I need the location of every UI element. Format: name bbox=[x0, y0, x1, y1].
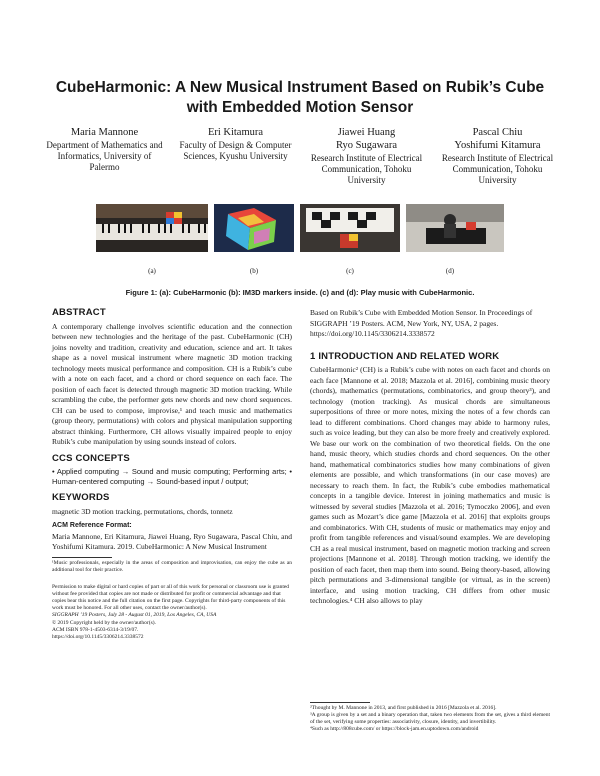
figure-photo-d bbox=[406, 204, 504, 252]
footnote-rule bbox=[52, 557, 112, 558]
figure-photo-c bbox=[300, 204, 400, 252]
author-block bbox=[42, 127, 560, 186]
reference-format-text: Maria Mannone, Eri Kitamura, Jiawei Huang, Ryo Sugawara, Pascal Chiu, and Yoshifumi Kitamura. 2019. CubeHarmonic: A New Musical Instrument bbox=[52, 531, 292, 551]
venue-line: SIGGRAPH ’19 Posters, July 28 - August 01, 2019, Los Angeles, CA, USA bbox=[52, 612, 217, 619]
figure-caption: Figure 1: (a): CubeHarmonic (b): IM3D markers inside. (c) and (d): Play music with CubeHarmonic. bbox=[125, 288, 475, 297]
intro-heading: 1 INTRODUCTION AND RELATED WORK bbox=[310, 350, 500, 362]
ccs-heading: CCS CONCEPTS bbox=[52, 452, 130, 464]
footnote-2: ²Thought by M. Mannone in 2013, and first published in 2016 [Mazzola et al. 2016]. bbox=[310, 705, 497, 711]
doi-line: https://doi.org/10.1145/3306214.3338572 bbox=[52, 633, 144, 640]
author-name: Jiawei Huang bbox=[337, 127, 396, 138]
footnote-3: ³A group is given by a set and a binary operation that, taken two elements from the set, gives a third element of the set, verifying some properties: associativity, closure, identity, and invertibility. bbox=[310, 712, 550, 725]
keywords-heading: KEYWORDS bbox=[52, 492, 110, 503]
subfigure-label: (c) bbox=[346, 267, 354, 275]
author-name: Pascal Chiu bbox=[472, 127, 523, 138]
footnote-rule bbox=[310, 702, 370, 703]
subfigure-label: (d) bbox=[445, 267, 455, 275]
author-name: Ryo Sugawara bbox=[335, 140, 398, 151]
right-column bbox=[310, 308, 550, 748]
subfigure-label: (a) bbox=[148, 267, 156, 275]
author-affiliation: Research Institute of Electrical Communication, Tohoku University bbox=[441, 153, 554, 185]
permission-block bbox=[52, 584, 292, 642]
author-name: Eri Kitamura bbox=[207, 127, 264, 138]
isbn-line: ACM ISBN 978-1-4503-6314-3/19/07. bbox=[52, 626, 139, 633]
footnote-4: ⁴Such as http://808cube.com/ or https://block-jam.en.uptodown.com/android bbox=[310, 726, 479, 732]
right-footnotes bbox=[310, 698, 550, 733]
author-4 bbox=[435, 127, 560, 186]
footnote-1: ¹Music professionals, especially in the areas of composition and improvisation, can enjoy the cube as an additional tool for their practice. bbox=[52, 559, 292, 573]
reference-continuation: Based on Rubik’s Cube with Embedded Motion Sensor. In Proceedings of SIGGRAPH ’19 Posters. ACM, New York, NY, USA, 2 pages. https://doi.org/10.1145/3306214.3338572 bbox=[310, 308, 533, 338]
author-affiliation: Department of Mathematics and Informatics, University of Palermo bbox=[46, 140, 163, 172]
abstract-heading: ABSTRACT bbox=[52, 307, 106, 318]
paper-title: CubeHarmonic: A New Musical Instrument Based on Rubik’s Cube with Embedded Motion Sensor bbox=[55, 79, 545, 116]
abstract-text: A contemporary challenge involves scientific education and the connection between new technologies and the heritage of the past. CubeHarmonic (CH) joins novelty and tradition, creativity and education, science and art. It takes shape as a novel musical instrument where magnetic 3D motion tracking technology meets musical performance and composition. CH is a Rubik’s cube with a note on each facet, and a chord or chord sequence on each face. The position of each facet is detected through magnetic 3D motion tracking. While scrambling the cube, the performer gets new chords and new chord sequences. CH can be used to compose, improvise,¹ and teach music and mathematics (group theory, permutations) with colors and physical manipulation supporting abstract thinking. Furthermore, CH allows visually impaired people to enjoy Rubik’s cube manipulation by using sounds instead of colors. bbox=[52, 321, 292, 446]
intro-text: CubeHarmonic² (CH) is a Rubik’s cube with notes on each facet and chords on each face [Mannone et al. 2018; Mazzola et al. 2016], combining music theory (chords), mathematics (permutations, combinatorics, and group theory³), and technology (motion tracking). As musical chords are simultaneous superpositions of three or more notes, mixing the notes of a few chords can lead to different combinations. Chord changes may abide to harmony rules, such as voice leading, but they can also be more freely and creatively explored. We base our work on the combination of two theoretical fields. On the one hand, music theory, which studies chords and chord sequences. On the other hand, mathematical combinatorics studies how many combinations of given elements are possible, and which transformations (in our case moves) are necessary to reach them. In fact, the Rubik’s cube embodies mathematical concepts in a tangible device. Interest in joining mathematics and music is witnessed by several studies [Mazzola et al. 2016; Tymoczko 2006], and even games such as Mozart’s dice game [Mazzola et al. 2016] that exploits groups and combinatorics. With CH, students of music or mathematics may enjoy and profit from tangible references and visual/sound examples. We are developing CH as a real musical instrument, based on magnetic motion tracking and screen projections [Mannone et al. 2018]. Through motion tracking, we identify the position of each facet, then map them into sound. Being theory-based, allowing pitch permutations and 3-dimensional tangible (or virtual, as in the screen) interface, and using motion tracking, CH differs from other music technologies.⁴ CH also allows to play bbox=[310, 365, 550, 605]
author-affiliation: Faculty of Design & Computer Sciences, Kyushu University bbox=[179, 140, 292, 161]
ccs-text: • Applied computing → Sound and music computing; Performing arts; • Human-centered computing → Sound-based input / output; bbox=[52, 467, 292, 486]
left-column bbox=[52, 308, 292, 641]
figure-photo-a bbox=[96, 204, 208, 252]
author-name: Yoshifumi Kitamura bbox=[454, 140, 541, 151]
subfigure-label: (b) bbox=[249, 267, 259, 275]
author-name: Maria Mannone bbox=[70, 127, 139, 138]
teaser-figure bbox=[96, 204, 504, 252]
keywords-text: magnetic 3D motion tracking, permutations, chords, tonnetz bbox=[52, 506, 233, 516]
copyright-line: © 2019 Copyright held by the owner/author(s). bbox=[52, 619, 156, 626]
author-affiliation: Research Institute of Electrical Communication, Tohoku University bbox=[310, 153, 423, 185]
author-3 bbox=[304, 127, 429, 186]
author-1 bbox=[42, 127, 167, 186]
permission-text: Permission to make digital or hard copies of part or all of this work for personal or classroom use is granted without fee provided that copies are not made or distributed for profit or commercial advantage and that copies bear this notice and the full citation on the first page. Copyrights for third-party components of this work must be honored. For all other uses, contact the owner/author(s). bbox=[52, 583, 290, 612]
reference-format-heading: ACM Reference Format: bbox=[52, 522, 132, 529]
author-2 bbox=[173, 127, 298, 186]
figure-photo-b bbox=[214, 204, 294, 252]
